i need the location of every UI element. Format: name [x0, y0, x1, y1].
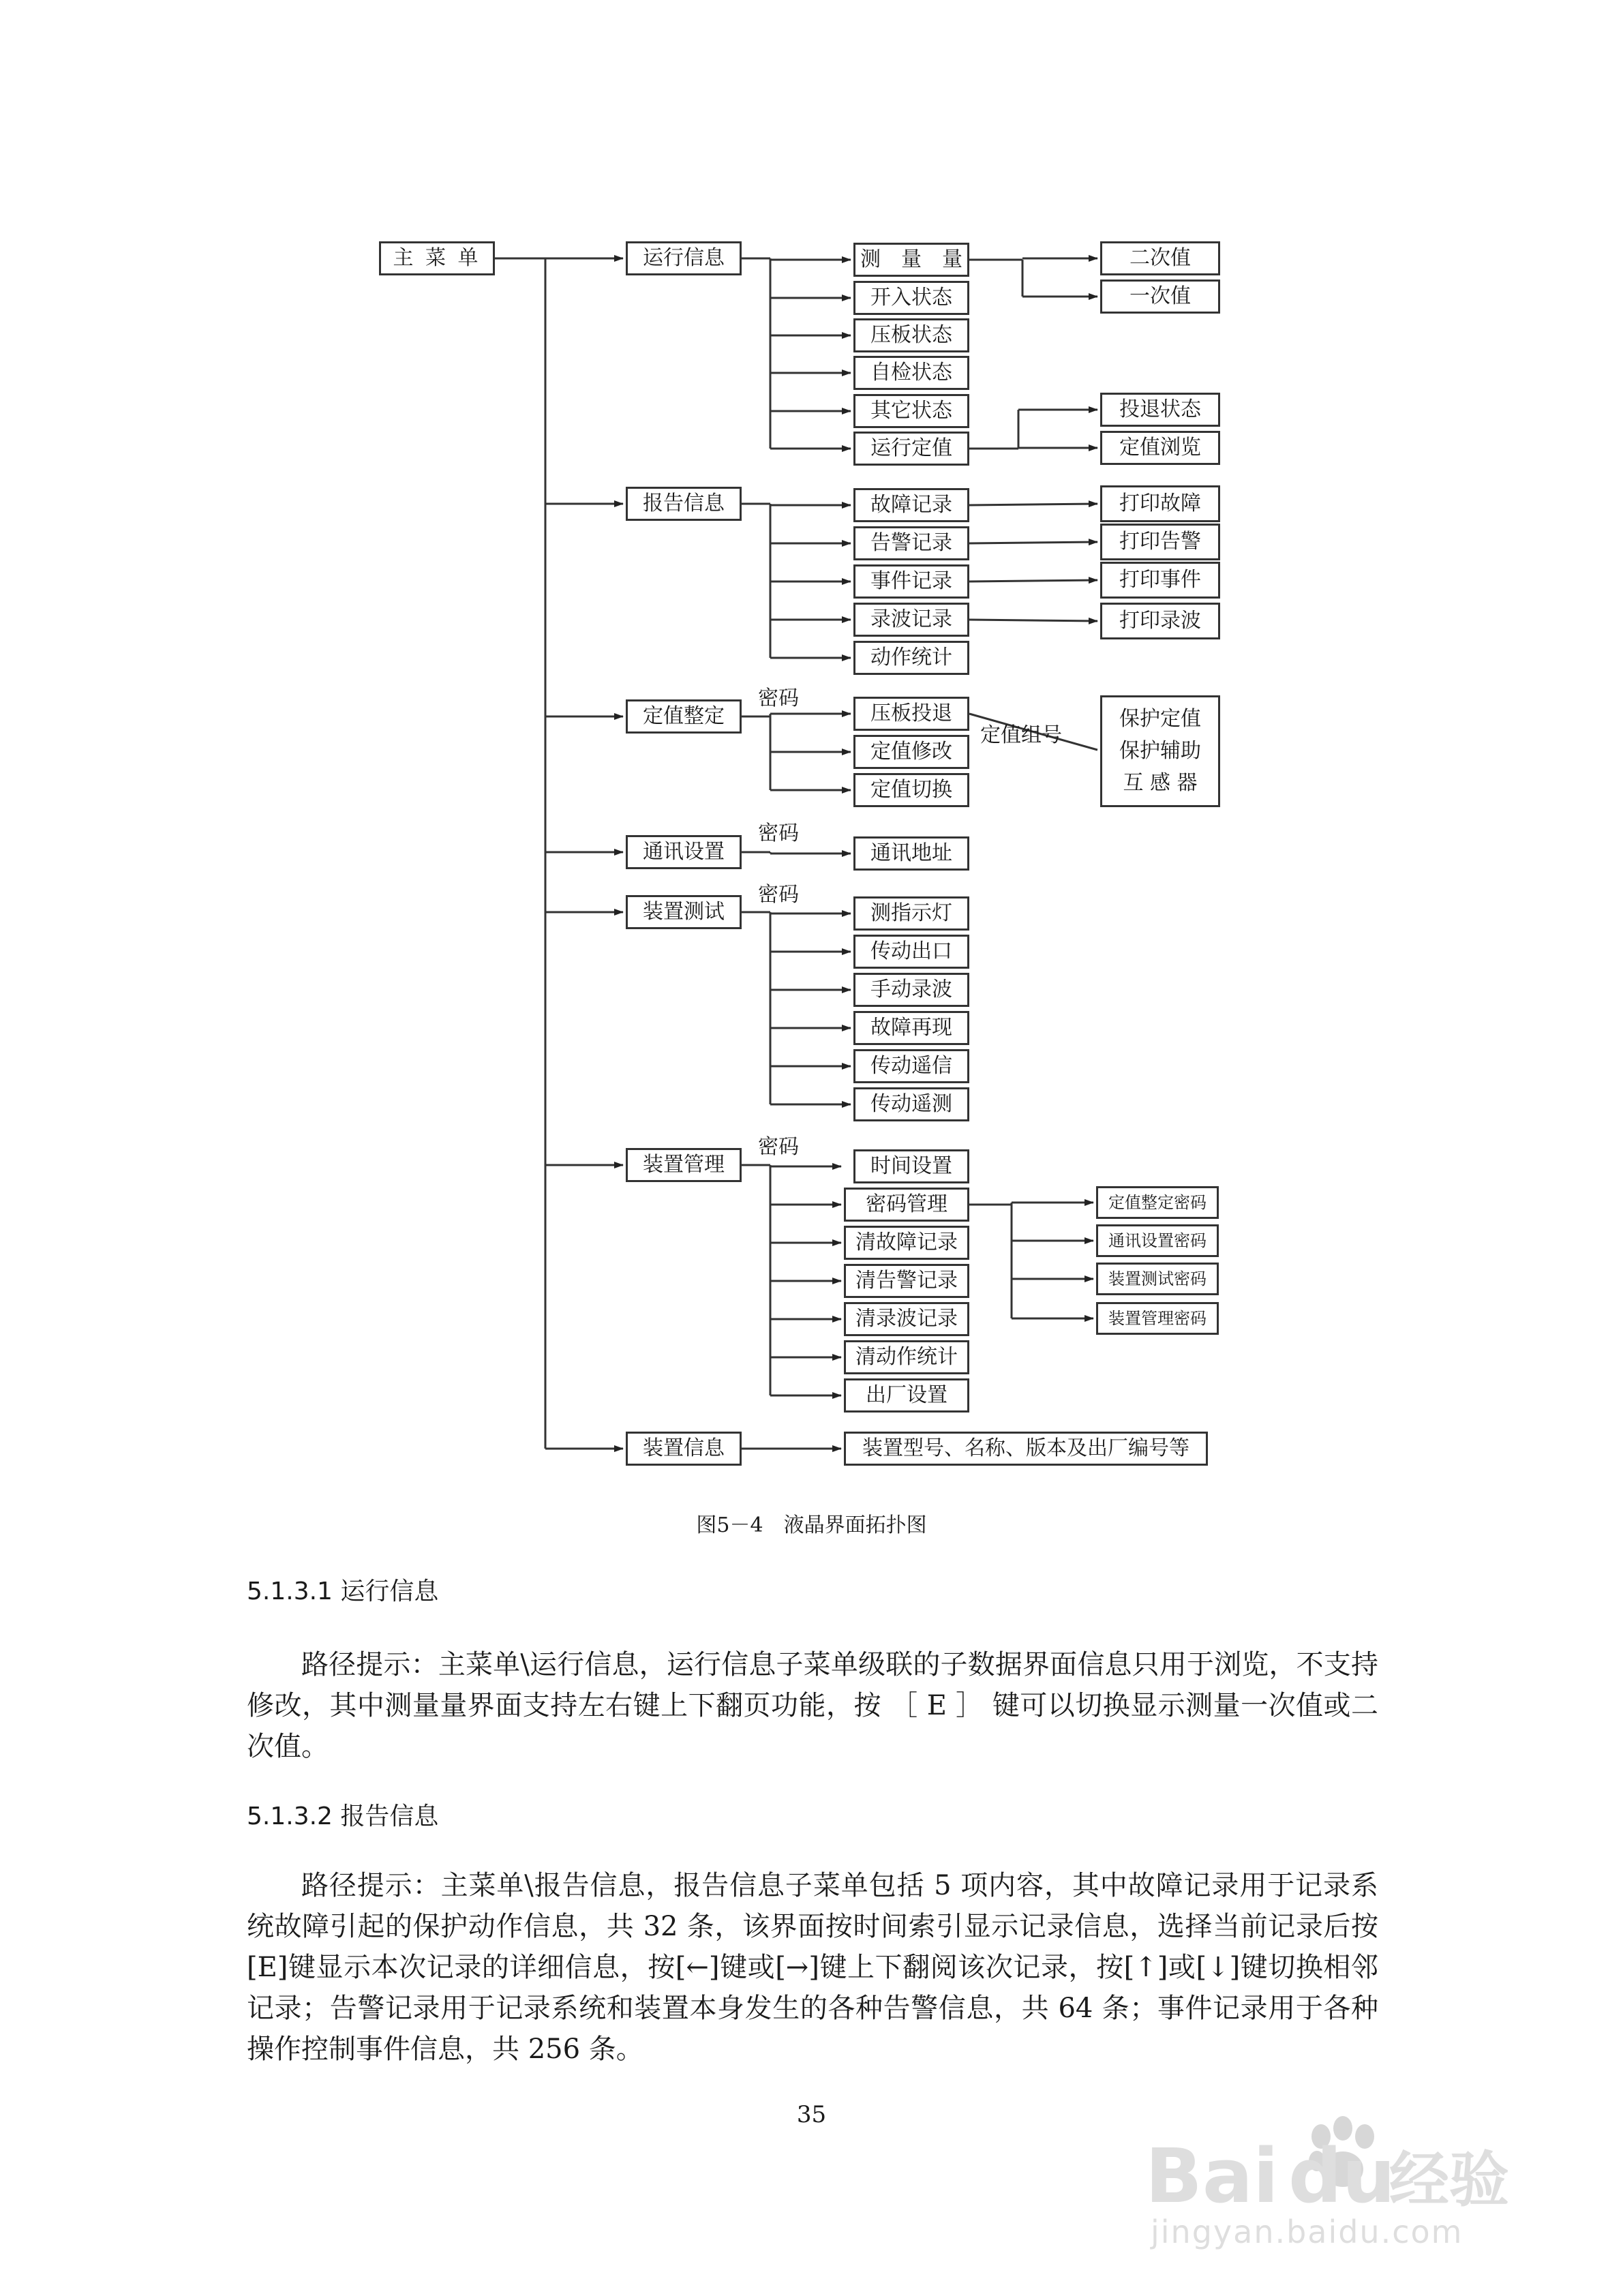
node-comm-address: 通讯地址: [853, 836, 969, 871]
page-number: 35: [796, 2101, 827, 2128]
node-clear-fault: 清故障记录: [844, 1226, 969, 1260]
node-drive-output: 传动出口: [853, 935, 969, 969]
arrow-to-leaf: [969, 580, 1097, 581]
node-input-status: 开入状态: [853, 281, 969, 315]
section-heading: 5.1.3.2 报告信息: [247, 1802, 439, 1830]
edge-label-setting-group: 定值组号: [980, 723, 1062, 747]
root-node: 主 菜 单: [379, 241, 495, 275]
leaf-pwd-comm: 通讯设置密码: [1096, 1224, 1219, 1257]
watermark-url: jingyan.baidu.com: [1151, 2214, 1463, 2250]
node-wave-record: 录波记录: [853, 603, 969, 637]
node-fault-record: 故障记录: [853, 488, 969, 522]
leaf-pwd-mgmt: 装置管理密码: [1096, 1302, 1219, 1335]
node-plate-status: 压板状态: [853, 318, 969, 352]
node-measurement: 测 量 量: [853, 243, 969, 277]
leaf-print-alarm: 打印告警: [1100, 524, 1220, 560]
node-drive-telemetry: 传动遥测: [853, 1087, 969, 1121]
leaf-toggle-status: 投退状态: [1100, 393, 1220, 427]
edge-label-password: 密码: [758, 686, 799, 710]
leaf-print-wave: 打印录波: [1100, 603, 1220, 639]
node-run-setting: 运行定值: [853, 432, 969, 466]
node-setting-adjust: 定值整定: [626, 699, 742, 734]
section-body: 路径提示：主菜单\运行信息，运行信息子菜单级联的子数据界面信息只用于浏览，不支持修改，其中测量量界面支持左右键上下翻页功能，按 ［ E ］ 键可以切换显示测量一次值或二次值。: [247, 1649, 1378, 1762]
leaf-protection-setting: 保护定值: [1119, 706, 1201, 731]
node-plate-toggle: 压板投退: [853, 697, 969, 731]
leaf-print-fault: 打印故障: [1100, 485, 1220, 522]
node-clear-wave: 清录波记录: [844, 1302, 969, 1336]
node-setting-modify: 定值修改: [853, 735, 969, 769]
node-device-mgmt: 装置管理: [626, 1148, 742, 1182]
node-manual-wave: 手动录波: [853, 973, 969, 1007]
edge-label-password: 密码: [758, 821, 799, 845]
leaf-primary-value: 一次值: [1100, 280, 1220, 314]
node-comm-settings: 通讯设置: [626, 835, 742, 869]
leaf-protection-aux: 保护辅助: [1119, 738, 1201, 763]
node-clear-alarm: 清告警记录: [844, 1264, 969, 1298]
node-report-info: 报告信息: [626, 487, 742, 521]
node-device-test: 装置测试: [626, 895, 742, 929]
node-other-status: 其它状态: [853, 394, 969, 428]
node-action-stats: 动作统计: [853, 641, 969, 675]
baidu-jingyan-watermark: [1145, 2113, 1527, 2250]
node-drive-telesignal: 传动遥信: [853, 1049, 969, 1083]
leaf-pwd-test: 装置测试密码: [1096, 1263, 1219, 1295]
section-heading: 5.1.3.1 运行信息: [247, 1577, 439, 1605]
node-alarm-record: 告警记录: [853, 526, 969, 560]
watermark-brand-du: du: [1288, 2132, 1396, 2220]
node-password-mgmt: 密码管理: [844, 1188, 969, 1222]
node-selfcheck-status: 自检状态: [853, 356, 969, 390]
leaf-setting-browse: 定值浏览: [1100, 431, 1220, 465]
leaf-print-event: 打印事件: [1100, 562, 1220, 599]
watermark-brand: Bai: [1145, 2132, 1279, 2220]
node-factory-reset: 出厂设置: [844, 1378, 969, 1413]
figure-caption: 图5－4 液晶界面拓扑图: [696, 1513, 927, 1537]
arrow-to-leaf: [969, 620, 1097, 621]
leaf-setting-group-box: [1100, 695, 1220, 807]
edge-label-password: 密码: [758, 883, 799, 907]
node-fault-replay: 故障再现: [853, 1011, 969, 1045]
node-time-setting: 时间设置: [853, 1149, 969, 1183]
arrow-to-leaf: [969, 542, 1097, 543]
node-device-model: 装置型号、名称、版本及出厂编号等: [844, 1432, 1208, 1466]
arrow-to-leaf: [969, 504, 1097, 505]
node-clear-stats: 清动作统计: [844, 1340, 969, 1374]
node-test-leds: 测指示灯: [853, 896, 969, 931]
leaf-pwd-setting: 定值整定密码: [1096, 1186, 1219, 1219]
leaf-transformer: 互 感 器: [1123, 771, 1198, 796]
section-body: 路径提示：主菜单\报告信息，报告信息子菜单包括 5 项内容，其中故障记录用于记录系统故障引起的保护动作信息，共 32 条，该界面按时间索引显示记录信息，选择当前记录后按[E]键显示本次记录的详细信息，按[←]键或[→]键上下翻阅该次记录，按[↑]或[↓]键切换相邻记录；告警记录用于记录系统和装置本身发生的各种告警信息，共 64 条；事件记录用于各种操作控制事件信息，共 256 条。: [247, 1870, 1378, 2065]
node-device-info: 装置信息: [626, 1432, 742, 1466]
node-setting-switch: 定值切换: [853, 773, 969, 807]
leaf-secondary-value: 二次值: [1100, 241, 1220, 275]
edge-label-password: 密码: [758, 1135, 799, 1159]
node-event-record: 事件记录: [853, 564, 969, 599]
node-run-info: 运行信息: [626, 241, 742, 275]
watermark-cn: 经验: [1389, 2145, 1510, 2215]
